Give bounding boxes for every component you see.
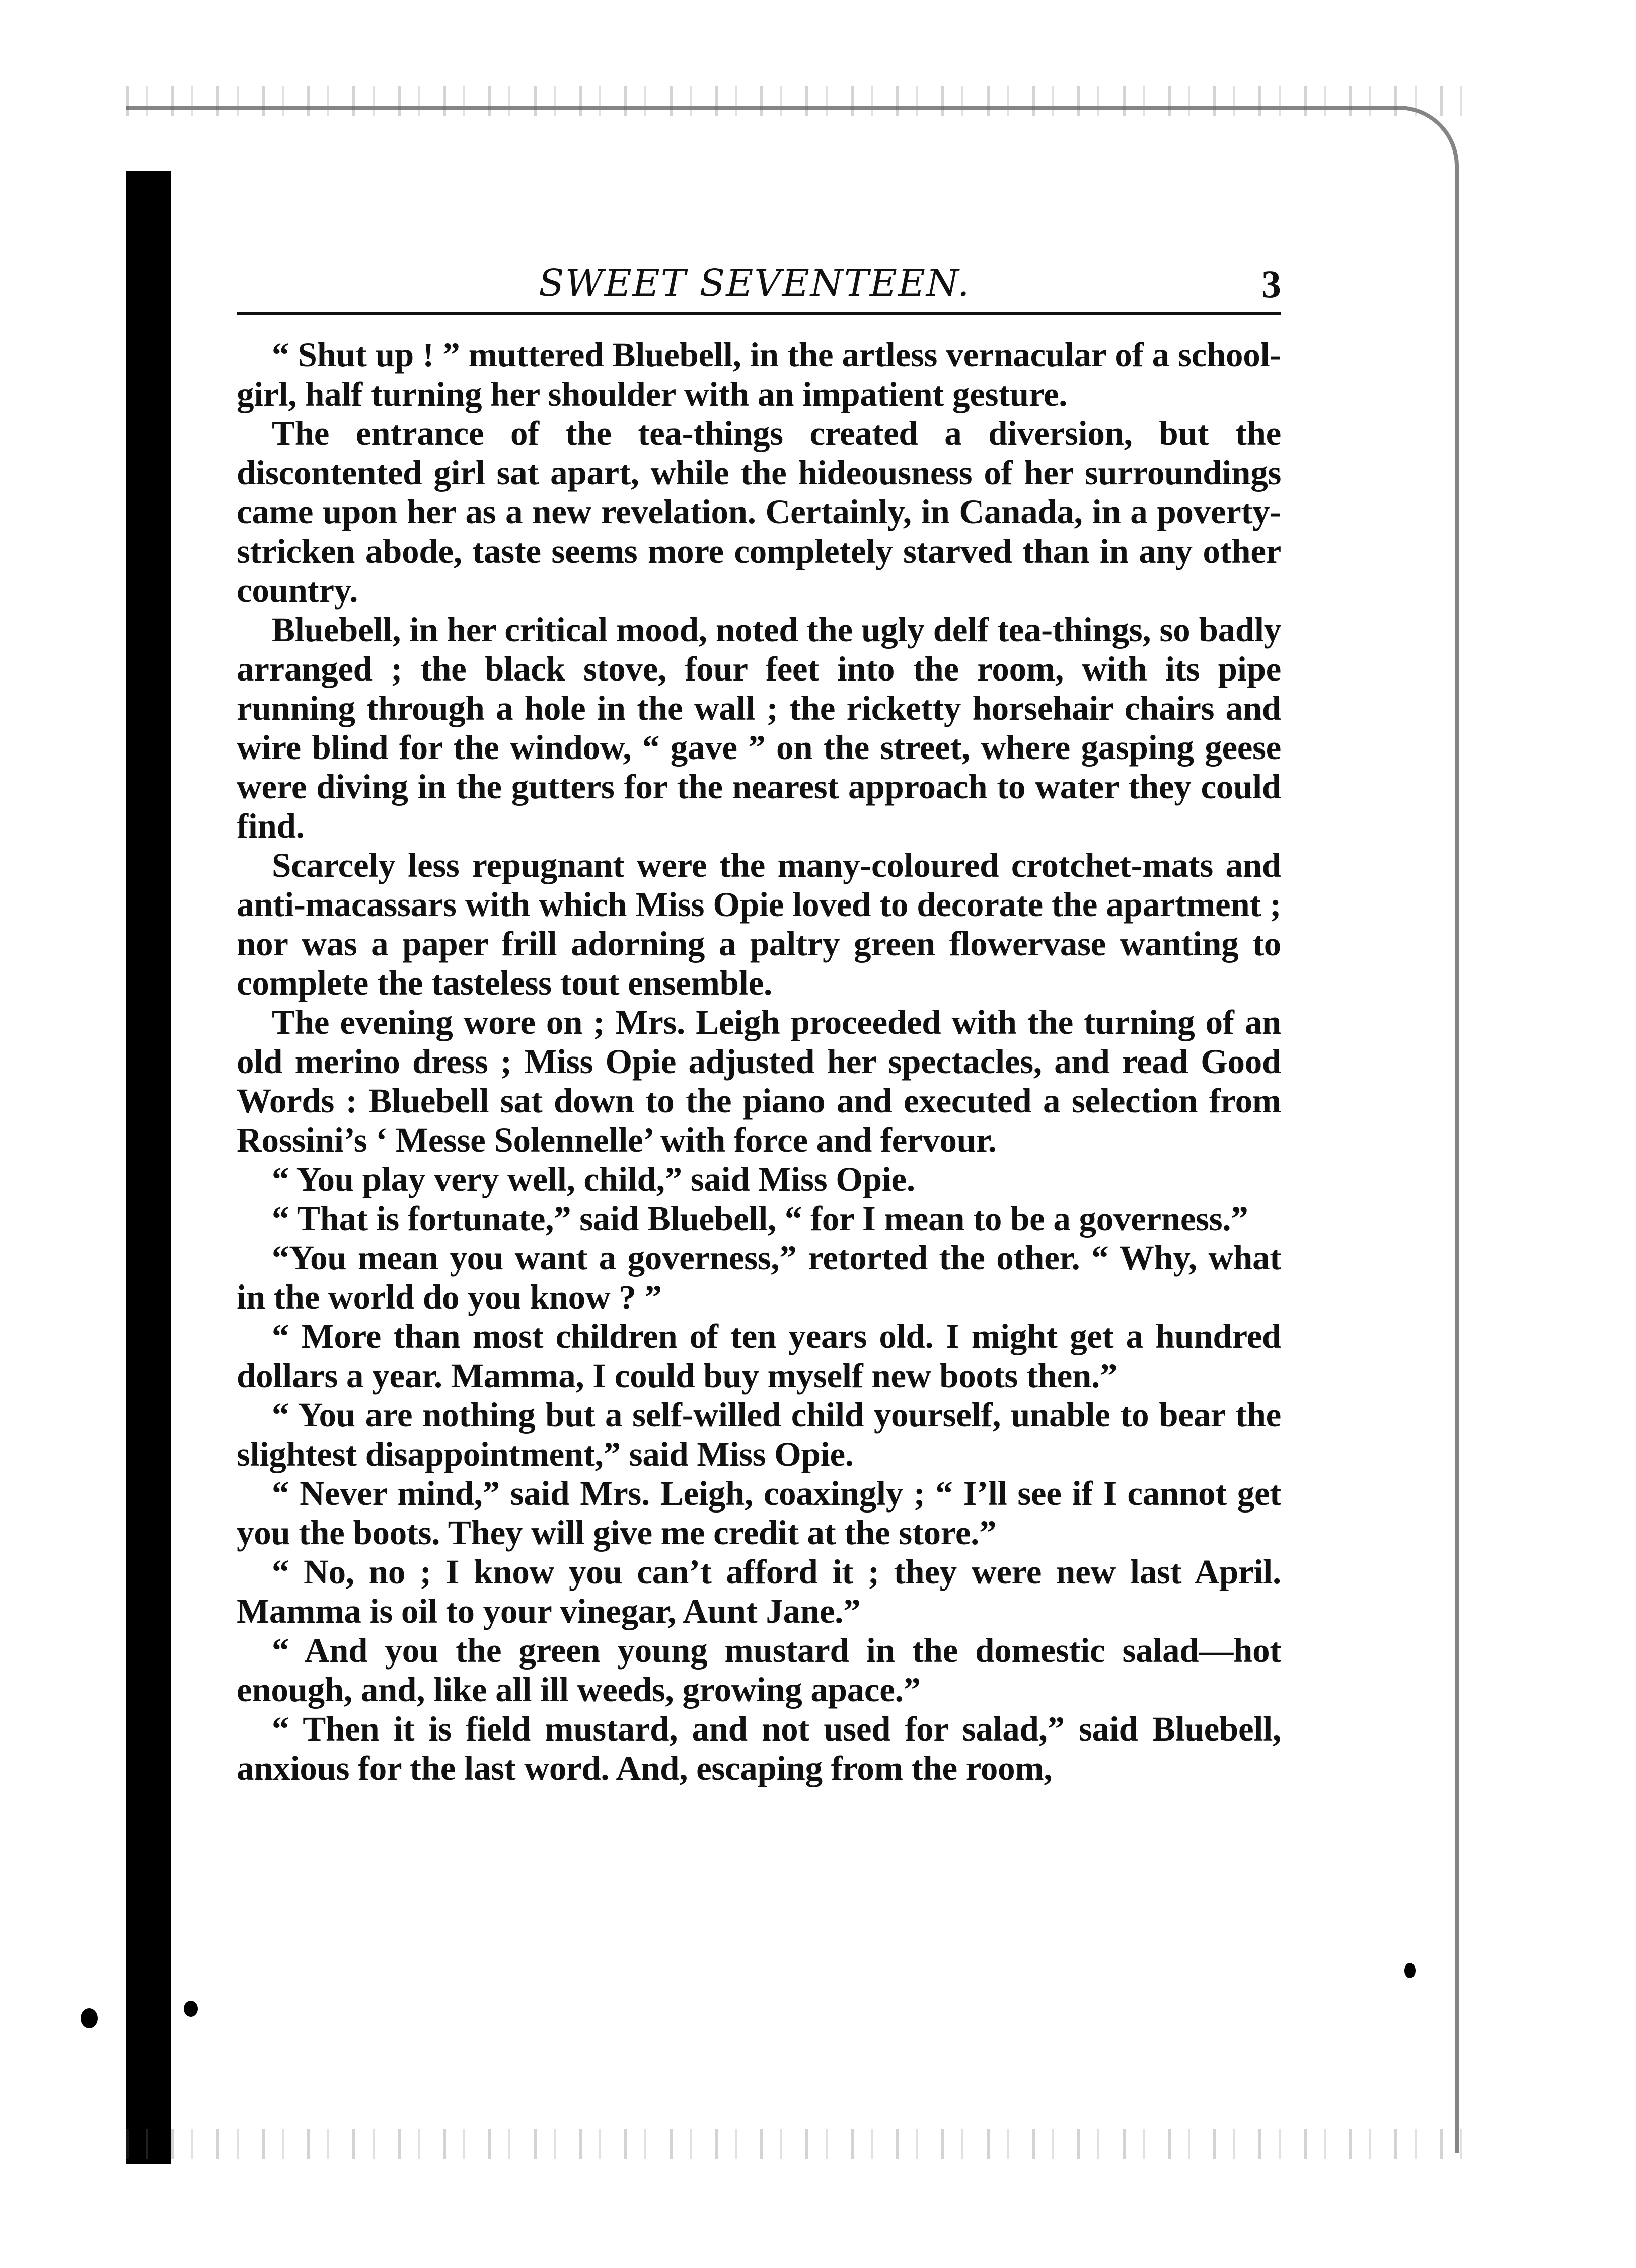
paragraph: The evening wore on ; Mrs. Leigh proceeded with the turning of an old merino dress ; Miss Opie adjusted her spectacles, and read Good Words : Bluebell sat down to the piano and executed a selection from Rossini’s ‘ Messe Solennelle’ with force and fervour. [237,1003,1281,1159]
paragraph: “ No, no ; I know you can’t afford it ; they were new last April. Mamma is oil to your vinegar, Aunt Jane.” [237,1553,1281,1630]
paragraph: “ That is fortunate,” said Bluebell, “ for I mean to be a governess.” [272,1199,1248,1238]
paragraph: “ Shut up ! ” muttered Bluebell, in the artless vernacular of a school-girl, half turning her shoulder with an impatient gesture. [237,336,1281,413]
scan-binding-shadow [126,171,171,2164]
paragraph: Scarcely less repugnant were the many-coloured crotchet-mats and anti-macassars with which Miss Opie loved to decorate the apartment ; nor was a paper frill adorning a paltry green flowervase wanting to complete the tasteless tout ensemble. [237,846,1281,1002]
scan-noise-bottom [126,2129,1485,2159]
body-text [237,335,1281,1788]
paragraph: “ You are nothing but a self-willed child yourself, unable to bear the slightest disappointment,” said Miss Opie. [237,1396,1281,1473]
scan-speck [81,2008,98,2028]
scan-speck [184,2001,198,2017]
paragraph: “You mean you want a governess,” retorted the other. “ Why, what in the world do you know ? ” [237,1239,1281,1316]
scan-speck [1404,1963,1416,1978]
paragraph: Bluebell, in her critical mood, noted the ugly delf tea-things, so badly arranged ; the black stove, four feet into the room, with its pipe running through a hole in the wall ; the ricketty horsehair chairs and wire blind for the window, “ gave ” on the street, where gasping geese were diving in the gutters for the nearest approach to water they could find. [237,611,1281,845]
page-number: 3 [1261,262,1281,306]
paragraph: “ Then it is field mustard, and not used for salad,” said Bluebell, anxious for the last word. And, escaping from the room, [237,1710,1281,1787]
page-header [237,252,1281,315]
paragraph: The entrance of the tea-things created a diversion, but the discontented girl sat apart, while the hideousness of her surroundings came upon her as a new revelation. Certainly, in Canada, in a poverty-stricken abode, taste seems more completely starved than in any other country. [237,414,1281,610]
running-title: SWEET SEVENTEEN. [539,262,971,305]
book-page [237,252,1281,1788]
scan-noise-top [126,86,1485,116]
paragraph: “ You play very well, child,” said Miss Opie. [272,1160,915,1198]
paragraph: “ And you the green young mustard in the domestic salad—hot enough, and, like all ill weeds, growing apace.” [237,1631,1281,1709]
paragraph: “ More than most children of ten years old. I might get a hundred dollars a year. Mamma, I could buy myself new boots then.” [237,1317,1281,1395]
paragraph: “ Never mind,” said Mrs. Leigh, coaxingly ; “ I’ll see if I cannot get you the boots. They will give me credit at the store.” [237,1474,1281,1552]
